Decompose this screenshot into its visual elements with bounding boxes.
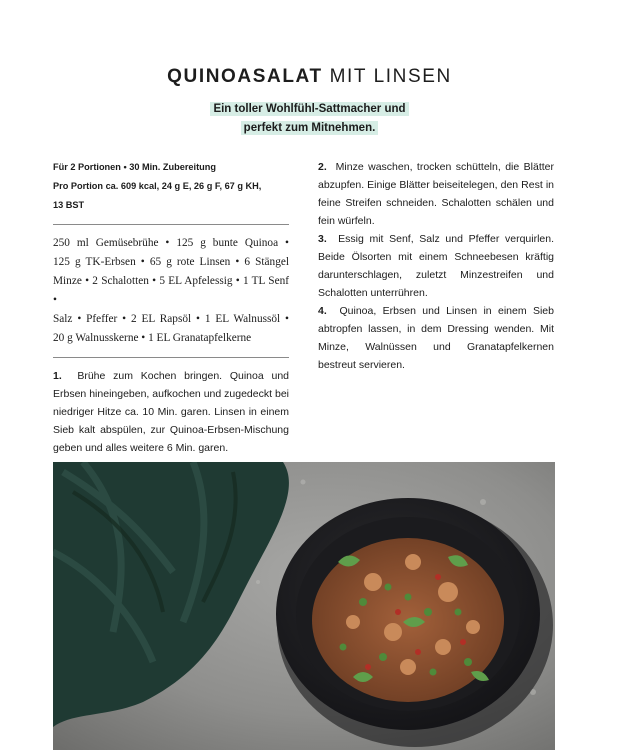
step-1 — [53, 367, 289, 457]
step-number: 2. — [318, 161, 327, 173]
step-number: 1. — [53, 370, 62, 382]
divider-bottom — [53, 357, 289, 358]
step-4 — [318, 302, 554, 374]
step-2 — [318, 158, 554, 230]
divider-top — [53, 224, 289, 225]
meta-line-1: Für 2 Portionen • 30 Min. Zubereitung — [53, 162, 216, 172]
ingredients-list — [53, 234, 289, 348]
title-bold: QUINOASALAT — [167, 66, 323, 87]
ingredients-line-2: 125 g TK-Erbsen • 65 g rote Linsen • 6 Stängel — [53, 256, 289, 268]
ingredients-line-4: Salz • Pfeffer • 2 EL Rapsöl • 1 EL Walnussöl • — [53, 313, 289, 325]
ingredients-line-1: 250 ml Gemüsebrühe • 125 g bunte Quinoa • — [53, 237, 289, 249]
ingredients-line-3: Minze • 2 Schalotten • 5 EL Apfelessig • 1 TL Senf • — [53, 275, 289, 306]
subtitle-line-2: perfekt zum Mitnehmen. — [241, 121, 379, 135]
ingredients-line-5: 20 g Walnusskerne • 1 EL Granatapfelkerne — [53, 332, 252, 344]
salad-bowl-illustration — [53, 462, 555, 750]
meta-line-3: 13 BST — [53, 200, 85, 210]
recipe-meta — [53, 158, 289, 215]
right-column — [318, 158, 554, 374]
recipe-title — [0, 66, 619, 88]
salad-photo — [53, 462, 555, 750]
step-number: 3. — [318, 233, 327, 245]
step-text: Essig mit Senf, Salz und Pfeffer verquirlen. Beide Ölsorten mit einem Schneebesen kräftig darunterschlagen, zuletzt Minzestreifen und Schalotten unterrühren. — [318, 233, 555, 299]
left-column — [53, 158, 289, 457]
step-text: Quinoa, Erbsen und Linsen in einem Sieb abtropfen lassen, in dem Dressing wenden. Mit Minze, Walnüssen und Granatapfelkernen bestreut servieren. — [318, 305, 554, 371]
recipe-subtitle — [0, 100, 619, 138]
step-3 — [318, 230, 554, 302]
meta-line-2: Pro Portion ca. 609 kcal, 24 g E, 26 g F, 67 g KH, — [53, 181, 262, 191]
subtitle-line-1: Ein toller Wohlfühl-Sattmacher und — [210, 102, 408, 116]
step-number: 4. — [318, 305, 327, 317]
steps-list — [53, 367, 289, 457]
step-text: Brühe zum Kochen bringen. Quinoa und Erbsen hineingeben, aufkochen und zugedeckt bei niedriger Hitze ca. 10 Min. garen. Linsen in einem Sieb kalt abspülen, zur Quinoa-Erbsen-Mischung geben und alles weitere 6 Min. garen. — [53, 370, 289, 454]
step-text: Minze waschen, trocken schütteln, die Blätter abzupfen. Einige Blätter beiseitelegen, den Rest in feine Streifen schneiden. Schalotten schälen und fein würfeln. — [318, 161, 555, 227]
title-light: MIT LINSEN — [329, 66, 452, 87]
